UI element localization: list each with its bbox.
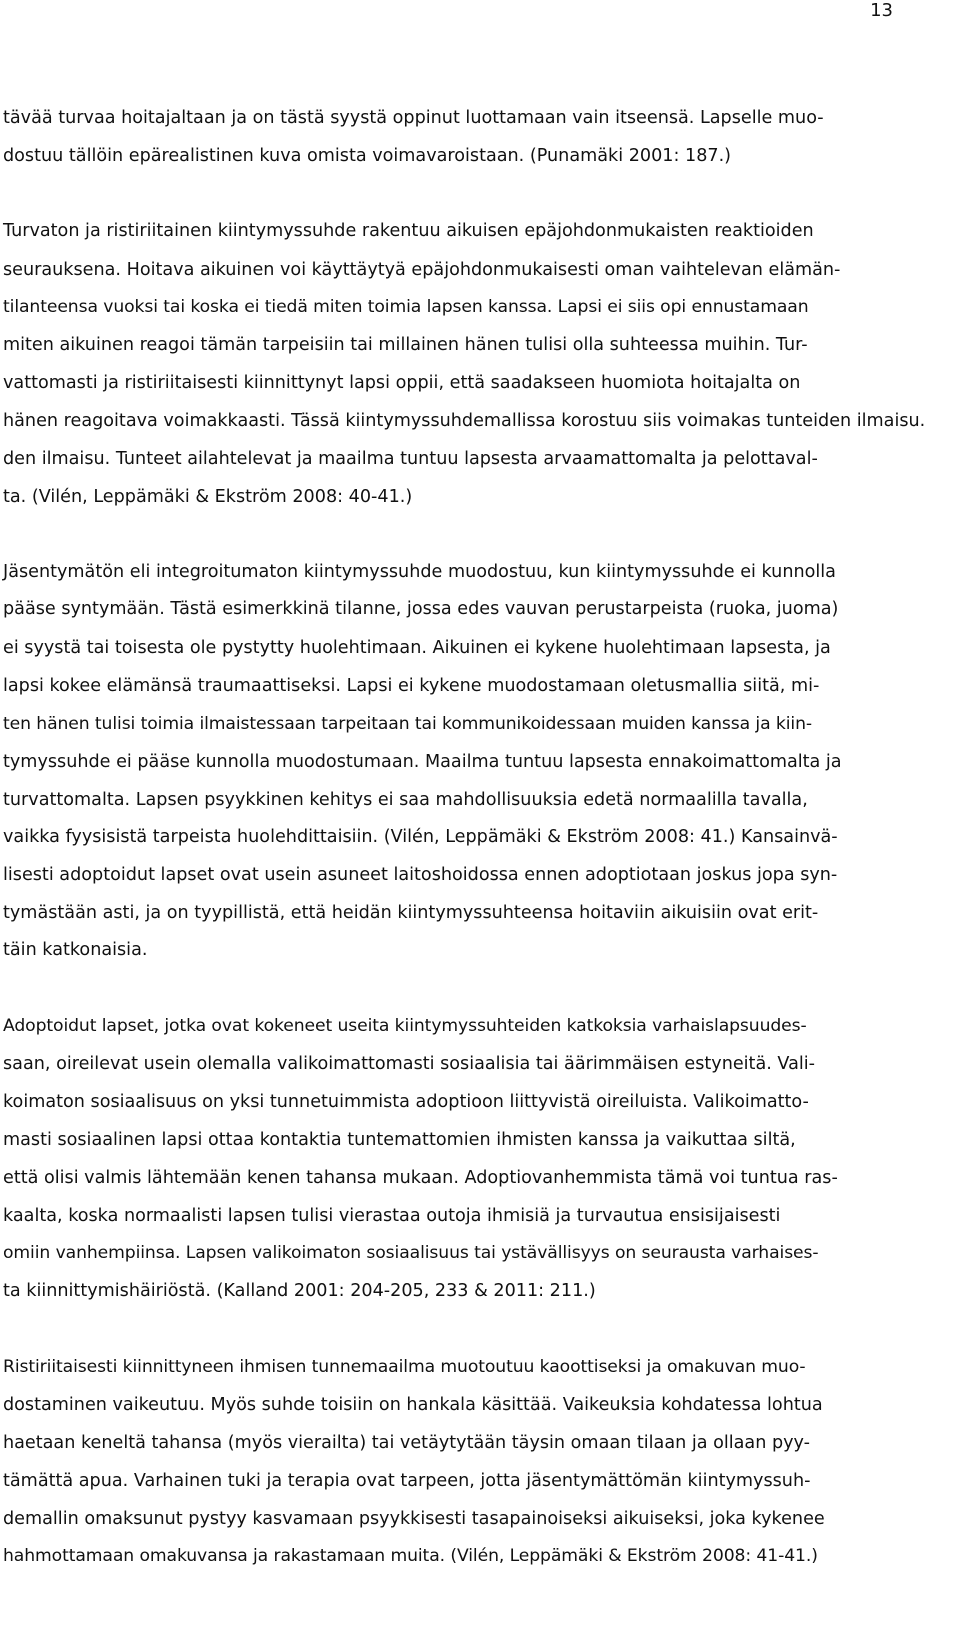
text-line: vattomasti ja ristiriitaisesti kiinnittynyt lapsi oppii, että saadakseen huomiota hoitajalta on	[3, 373, 801, 393]
text-line: masti sosiaalinen lapsi ottaa kontaktia tuntemattomien ihmisten kanssa ja vaikuttaa siltä,	[3, 1130, 796, 1150]
text-line: kaalta, koska normaalisti lapsen tulisi vierastaa outoja ihmisiä ja turvautua ensisijaisesti	[3, 1206, 781, 1226]
text-line: Ristiriitaisesti kiinnittyneen ihmisen tunnemaailma muotoutuu kaoottiseksi ja omakuvan muo-	[3, 1357, 806, 1377]
text-line: ta. (Vilén, Leppämäki & Ekström 2008: 40-41.)	[3, 487, 413, 507]
text-line: täin katkonaisia.	[3, 940, 148, 960]
text-line: omiin vanhempiinsa. Lapsen valikoimaton sosiaalisuus tai ystävällisyys on seurausta varhaises-	[3, 1243, 819, 1263]
text-line: pääse syntymään. Tästä esimerkkinä tilanne, jossa edes vauvan perustarpeista (ruoka, juoma)	[3, 599, 839, 619]
text-line: haetaan keneltä tahansa (myös vierailta) tai vetäytytään täysin omaan tilaan ja ollaan pyy-	[3, 1433, 810, 1453]
text-line: tilanteensa vuoksi tai koska ei tiedä miten toimia lapsen kanssa. Lapsi ei siis opi ennustamaan	[3, 297, 809, 317]
text-line: seurauksena. Hoitava aikuinen voi käyttäytyä epäjohdonmukaisesti oman vaihtelevan elämän-	[3, 260, 841, 280]
text-line: Turvaton ja ristiriitainen kiintymyssuhde rakentuu aikuisen epäjohdonmukaisten reaktioiden	[3, 221, 814, 241]
text-line: tymyssuhde ei pääse kunnolla muodostumaan. Maailma tuntuu lapsesta ennakoimattomalta ja	[3, 752, 842, 772]
text-line: vaikka fyysisistä tarpeista huolehdittaisiin. (Vilén, Leppämäki & Ekström 2008: 41.) Kansainvä-	[3, 827, 838, 847]
text-line: miten aikuinen reagoi tämän tarpeisiin tai millainen hänen tulisi olla suhteessa muihin. Tur-	[3, 335, 808, 355]
text-line: ten hänen tulisi toimia ilmaistessaan tarpeitaan tai kommunikoidessaan muiden kanssa ja kiin-	[3, 714, 812, 734]
text-line: ta kiinnittymishäiriöstä. (Kalland 2001: 204-205, 233 & 2011: 211.)	[3, 1281, 596, 1301]
text-line: lapsi kokee elämänsä traumaattiseksi. Lapsi ei kykene muodostamaan oletusmallia siitä, mi-	[3, 676, 820, 696]
text-line: Jäsentymätön eli integroitumaton kiintymyssuhde muodostuu, kun kiintymyssuhde ei kunnolla	[3, 562, 836, 582]
text-line: hahmottamaan omakuvansa ja rakastamaan muita. (Vilén, Leppämäki & Ekström 2008: 41-41.)	[3, 1546, 818, 1566]
text-line: tymästään asti, ja on tyypillistä, että heidän kiintymyssuhteensa hoitaviin aikuisiin ovat erit-	[3, 903, 819, 923]
text-line: saan, oireilevat usein olemalla valikoimattomasti sosiaalisia tai äärimmäisen estyneitä. Vali-	[3, 1054, 816, 1074]
text-line: den ilmaisu. Tunteet ailahtelevat ja maailma tuntuu lapsesta arvaamattomalta ja pelottaval-	[3, 449, 818, 469]
text-line: turvattomalta. Lapsen psyykkinen kehitys ei saa mahdollisuuksia edetä normaalilla tavalla,	[3, 790, 808, 810]
text-line: dostuu tällöin epärealistinen kuva omista voimavaroistaan. (Punamäki 2001: 187.)	[3, 146, 732, 166]
text-line: tävää turvaa hoitajaltaan ja on tästä syystä oppinut luottamaan vain itseensä. Lapselle muo-	[3, 108, 824, 128]
text-line: tämättä apua. Varhainen tuki ja terapia ovat tarpeen, jotta jäsentymättömän kiintymyssuh-	[3, 1471, 811, 1491]
text-line: että olisi valmis lähtemään kenen tahansa mukaan. Adoptiovanhemmista tämä voi tuntua ras-	[3, 1168, 838, 1188]
text-line: ei syystä tai toisesta ole pystytty huolehtimaan. Aikuinen ei kykene huolehtimaan lapsesta, ja	[3, 638, 831, 658]
text-line: dostaminen vaikeutuu. Myös suhde toisiin on hankala käsittää. Vaikeuksia kohdatessa lohtua	[3, 1395, 823, 1415]
text-line: demallin omaksunut pystyy kasvamaan psyykkisesti tasapainoiseksi aikuiseksi, joka kykenee	[3, 1509, 825, 1529]
page-number: 13	[870, 0, 893, 21]
text-line: hänen reagoitava voimakkaasti. Tässä kiintymyssuhdemallissa korostuu siis voimakas tunteiden ilmaisu.	[3, 411, 926, 431]
text-line: Adoptoidut lapset, jotka ovat kokeneet useita kiintymyssuhteiden katkoksia varhaislapsuudes-	[3, 1016, 807, 1036]
text-line: lisesti adoptoidut lapset ovat usein asuneet laitoshoidossa ennen adoptiotaan joskus jopa syn-	[3, 865, 838, 885]
text-line: koimaton sosiaalisuus on yksi tunnetuimmista adoptioon liittyvistä oireiluista. Valikoimatto-	[3, 1092, 809, 1112]
